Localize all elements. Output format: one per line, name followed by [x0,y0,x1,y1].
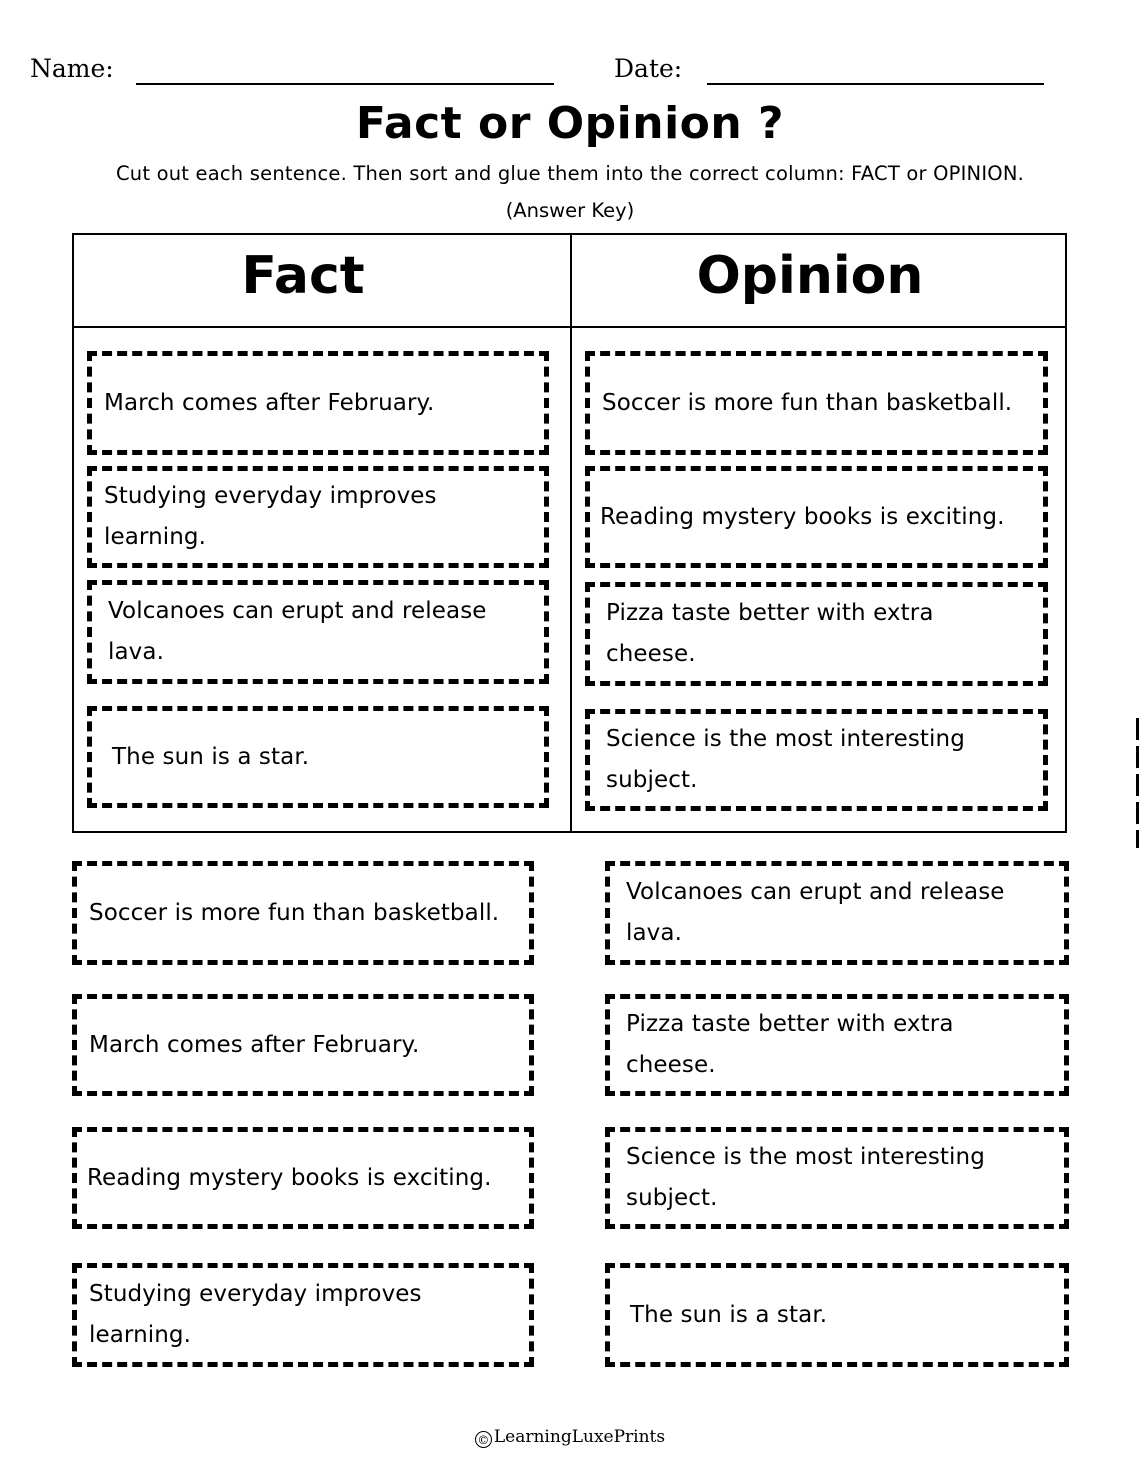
card-text: The sun is a star. [630,1301,828,1328]
name-line [136,83,554,85]
fact-card[interactable] [87,351,549,455]
name-label: Name: [30,54,114,83]
card-text: Pizza taste better with extra cheese. [606,600,934,667]
answer-key-label: (Answer Key) [505,199,635,222]
card-text: Science is the most interesting subject. [626,1144,985,1211]
cutout-card[interactable] [605,1263,1069,1367]
cutout-card[interactable] [72,994,534,1096]
cutout-card[interactable] [605,861,1069,965]
crop-mark [1136,774,1139,796]
card-text: March comes after February. [104,389,435,416]
card-text: Reading mystery books is exciting. [87,1164,492,1191]
copyright-icon: © [475,1431,492,1448]
cutout-card[interactable] [605,994,1069,1096]
card-text: March comes after February. [89,1031,420,1058]
cutout-card[interactable] [72,1127,534,1229]
date-label: Date: [614,54,683,83]
cutout-card[interactable] [605,1127,1069,1229]
opinion-card[interactable] [585,582,1048,686]
opinion-column-heading: Opinion [696,246,924,306]
card-text: The sun is a star. [112,743,310,770]
card-text: Pizza taste better with extra cheese. [626,1011,954,1078]
cutout-card[interactable] [72,1263,534,1367]
table-column-divider [570,235,572,831]
crop-mark [1136,802,1139,824]
footer-credit [0,1427,1140,1448]
crop-mark [1136,830,1139,848]
card-text: Science is the most interesting subject. [606,726,965,793]
card-text: Soccer is more fun than basketball. [602,389,1013,416]
opinion-card[interactable] [585,466,1048,568]
fact-card[interactable] [87,580,549,684]
card-text: Reading mystery books is exciting. [600,503,1005,530]
opinion-card[interactable] [585,709,1048,811]
crop-mark [1136,746,1139,768]
brand-name: LearningLuxePrints [493,1427,666,1447]
page-title: Fact or Opinion ? [355,98,785,149]
fact-column-heading: Fact [241,246,365,306]
fact-card[interactable] [87,706,549,808]
fact-card[interactable] [87,466,549,568]
date-line [707,83,1044,85]
crop-mark [1136,718,1139,740]
table-header-divider [74,326,1065,328]
opinion-card[interactable] [585,351,1048,455]
card-text: Soccer is more fun than basketball. [89,899,500,926]
card-text: Volcanoes can erupt and release lava. [108,598,487,665]
card-text: Studying everyday improves learning. [104,483,437,550]
card-text: Studying everyday improves learning. [89,1281,422,1348]
instructions: Cut out each sentence. Then sort and glue them into the correct column: FACT or OPINION. [115,162,1025,185]
cutout-card[interactable] [72,861,534,965]
card-text: Volcanoes can erupt and release lava. [626,879,1005,946]
